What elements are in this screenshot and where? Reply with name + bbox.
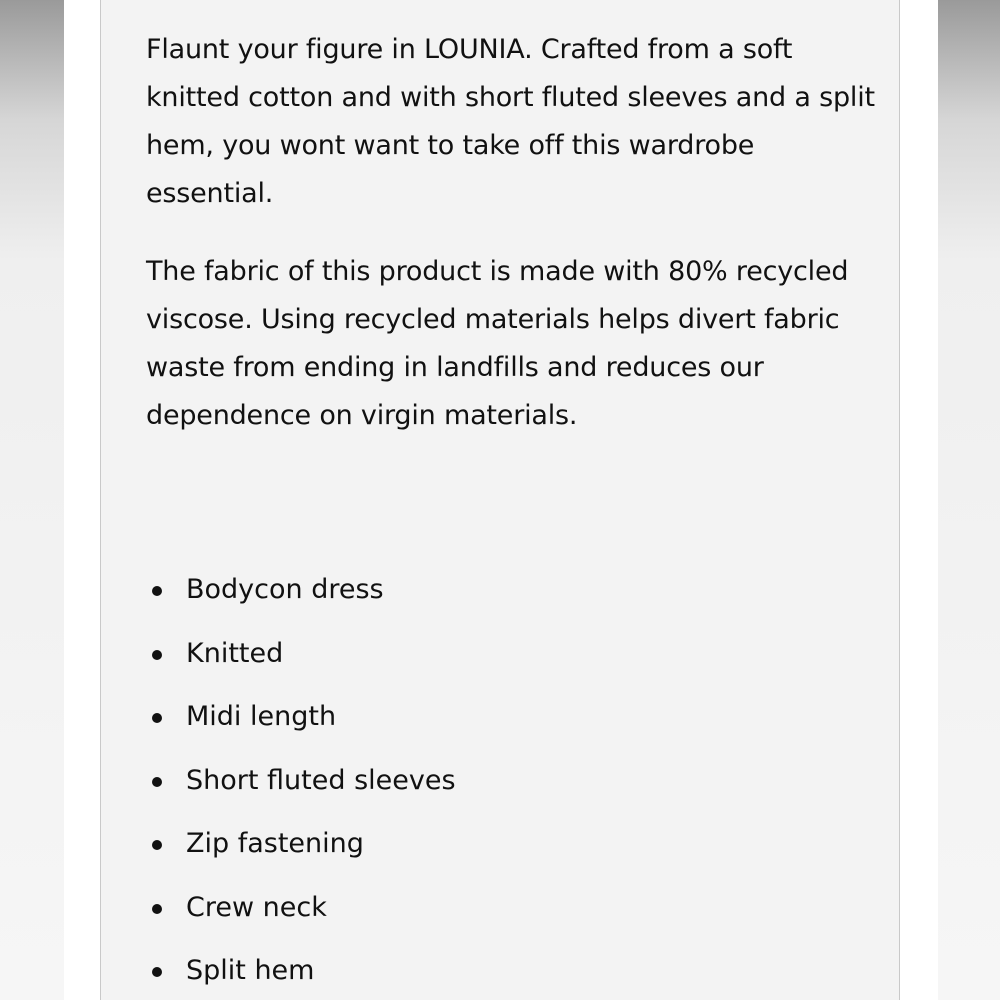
feature-item bbox=[146, 693, 456, 757]
bullet-icon bbox=[152, 586, 162, 596]
feature-label: Zip fastening bbox=[186, 828, 364, 859]
bullet-icon bbox=[152, 777, 162, 787]
feature-item bbox=[146, 884, 456, 948]
product-description-card bbox=[100, 0, 900, 1000]
feature-label: Knitted bbox=[186, 637, 284, 669]
feature-label: Bodycon dress bbox=[186, 574, 384, 605]
bullet-icon bbox=[152, 713, 162, 723]
feature-label: Short fluted sleeves bbox=[186, 764, 456, 796]
left-margin bbox=[0, 0, 64, 1000]
description-paragraph-intro: Flaunt your figure in LOUNIA. Crafted from a soft knitted cotton and with short fluted sleeves and a split hem, you wont want to take off this wardrobe essential. bbox=[146, 34, 875, 209]
feature-item bbox=[146, 630, 456, 694]
bullet-icon bbox=[152, 904, 162, 914]
feature-label: Crew neck bbox=[186, 891, 327, 923]
feature-label: Split hem bbox=[186, 955, 315, 986]
feature-list bbox=[146, 566, 456, 1000]
feature-item bbox=[146, 820, 456, 884]
feature-item bbox=[146, 566, 456, 630]
feature-label: Midi length bbox=[186, 701, 337, 732]
right-margin bbox=[938, 0, 1000, 1000]
feature-item bbox=[146, 947, 456, 1000]
bullet-icon bbox=[152, 967, 162, 977]
bullet-icon bbox=[152, 840, 162, 850]
feature-item bbox=[146, 757, 456, 821]
bullet-icon bbox=[152, 650, 162, 660]
description-paragraph-fabric: The fabric of this product is made with 80% recycled viscose. Using recycled materials helps divert fabric waste from ending in landfills and reduces our dependence on virgin materials. bbox=[146, 256, 849, 431]
